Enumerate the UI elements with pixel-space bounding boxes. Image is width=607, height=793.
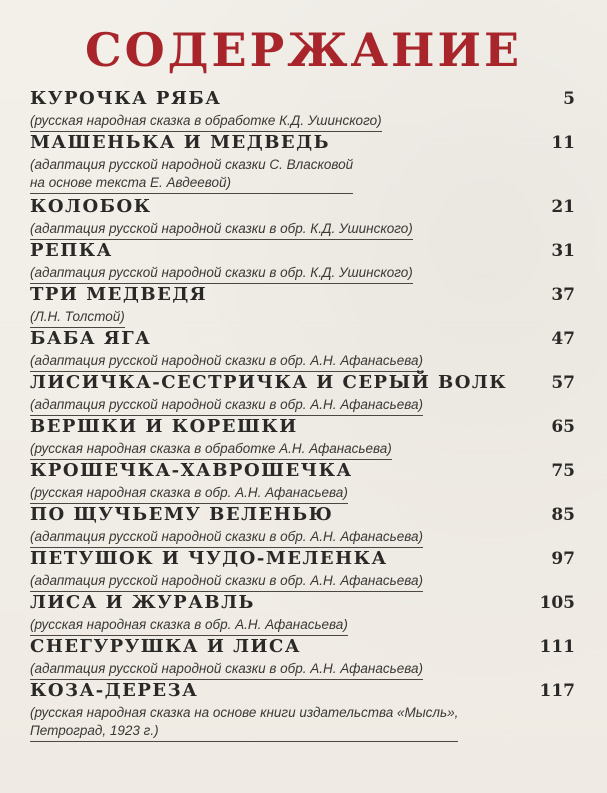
toc-entry-page-number: 97 xyxy=(551,549,575,569)
toc-entry[interactable] xyxy=(30,504,575,548)
toc-entry-subtitle-line: (русская народная сказка в обработке К.Д. Ушинского) xyxy=(30,113,382,128)
toc-entry-title: ПО ЩУЧЬЕМУ ВЕЛЕНЬЮ xyxy=(30,504,334,525)
toc-entry-subtitle-line: (адаптация русской народной сказки в обр. А.Н. Афанасьева) xyxy=(30,529,423,544)
toc-entry-page-number: 21 xyxy=(551,197,575,217)
toc-entry-head xyxy=(30,460,575,484)
toc-entry-title: ПЕТУШОК И ЧУДО-МЕЛЕНКА xyxy=(30,548,388,569)
toc-entry[interactable] xyxy=(30,88,575,132)
toc-entry-head xyxy=(30,416,575,440)
toc-entry-subtitle xyxy=(30,704,458,742)
toc-entry-page-number: 111 xyxy=(539,637,575,657)
toc-entry-subtitle xyxy=(30,112,382,132)
toc-entry[interactable] xyxy=(30,328,575,372)
toc-entry[interactable] xyxy=(30,284,575,328)
toc-entry[interactable] xyxy=(30,372,575,416)
toc-entry[interactable] xyxy=(30,636,575,680)
toc-entry[interactable] xyxy=(30,132,575,194)
toc-entry-title: ВЕРШКИ И КОРЕШКИ xyxy=(30,416,298,437)
toc-entry-subtitle xyxy=(30,308,125,328)
toc-entry-head xyxy=(30,132,575,156)
toc-entry-head xyxy=(30,680,575,704)
toc-entry-title: ТРИ МЕДВЕДЯ xyxy=(30,284,208,305)
page-title: СОДЕРЖАНИЕ xyxy=(84,23,523,77)
toc-entry-subtitle-line: (русская народная сказка в обр. А.Н. Афанасьева) xyxy=(30,485,348,500)
toc-entry-page-number: 31 xyxy=(551,241,575,261)
toc-entry[interactable] xyxy=(30,196,575,240)
toc-entry-subtitle xyxy=(30,660,423,680)
toc-entry-title: КУРОЧКА РЯБА xyxy=(30,88,222,109)
toc-entry-page-number: 37 xyxy=(551,285,575,305)
toc-entry-page-number: 65 xyxy=(551,417,575,437)
toc-entry-subtitle-line: (адаптация русской народной сказки С. Власковой xyxy=(30,157,354,172)
toc-entry-head xyxy=(30,88,575,112)
toc-entry-subtitle-line: (адаптация русской народной сказки в обр. А.Н. Афанасьева) xyxy=(30,661,423,676)
toc-entry-title: БАБА ЯГА xyxy=(30,328,152,349)
toc-entry-head xyxy=(30,196,575,220)
toc-entry-subtitle xyxy=(30,440,392,460)
toc-entry-head xyxy=(30,504,575,528)
toc-entry-page-number: 11 xyxy=(551,133,575,153)
toc-entry-title: КОЛОБОК xyxy=(30,196,152,217)
toc-entry-head xyxy=(30,328,575,352)
toc-entry-head xyxy=(30,548,575,572)
toc-entry-subtitle-line: (русская народная сказка в обработке А.Н. Афанасьева) xyxy=(30,441,392,456)
toc-entry-subtitle-line: (адаптация русской народной сказки в обр. А.Н. Афанасьева) xyxy=(30,573,423,588)
toc-entry-head xyxy=(30,636,575,660)
toc-entry-page-number: 105 xyxy=(539,593,575,613)
toc-entry-subtitle-line: (русская народная сказка в обр. А.Н. Афанасьева) xyxy=(30,617,348,632)
toc-entry-subtitle xyxy=(30,352,423,372)
toc-entry[interactable] xyxy=(30,548,575,592)
toc-entry-page-number: 47 xyxy=(551,329,575,349)
toc-entry-head xyxy=(30,284,575,308)
toc-entry-subtitle xyxy=(30,572,423,592)
toc-entry[interactable] xyxy=(30,592,575,636)
toc-entry-title: ЛИСА И ЖУРАВЛЬ xyxy=(30,592,255,613)
toc-entry-page-number: 57 xyxy=(551,373,575,393)
toc-entry[interactable] xyxy=(30,240,575,284)
toc-entry-page-number: 75 xyxy=(551,461,575,481)
toc-entry-subtitle-line: Петроград, 1923 г.) xyxy=(30,723,159,738)
toc-entry-head xyxy=(30,240,575,264)
toc-entry-title: КРОШЕЧКА-ХАВРОШЕЧКА xyxy=(30,460,353,481)
toc-entry[interactable] xyxy=(30,680,575,742)
toc-entry-title: ЛИСИЧКА-СЕСТРИЧКА И СЕРЫЙ ВОЛК xyxy=(30,372,508,393)
toc-entry[interactable] xyxy=(30,460,575,504)
toc-entry-subtitle-line: (адаптация русской народной сказки в обр. К.Д. Ушинского) xyxy=(30,221,413,236)
toc-entry-page-number: 117 xyxy=(539,681,575,701)
toc-entry-subtitle-line: (Л.Н. Толстой) xyxy=(30,309,125,324)
toc-entry-subtitle xyxy=(30,616,348,636)
toc-entry-subtitle-line: на основе текста Е. Авдеевой) xyxy=(30,175,231,190)
toc-entry-subtitle-line: (адаптация русской народной сказки в обр. К.Д. Ушинского) xyxy=(30,265,413,280)
toc-entry[interactable] xyxy=(30,416,575,460)
toc-entry-subtitle xyxy=(30,156,353,194)
toc-entry-subtitle-line: (русская народная сказка на основе книги издательства «Мысль», xyxy=(30,705,459,720)
toc-entry-subtitle-line: (адаптация русской народной сказки в обр. А.Н. Афанасьева) xyxy=(30,397,423,412)
toc-entry-title: КОЗА-ДЕРЕЗА xyxy=(30,680,199,701)
toc-entry-title: СНЕГУРУШКА И ЛИСА xyxy=(30,636,302,657)
toc-entry-subtitle-line: (адаптация русской народной сказки в обр. А.Н. Афанасьева) xyxy=(30,353,423,368)
toc-entry-subtitle xyxy=(30,396,423,416)
toc-entry-subtitle xyxy=(30,220,413,240)
toc-entry-head xyxy=(30,372,575,396)
toc-entry-subtitle xyxy=(30,264,413,284)
toc-entry-subtitle xyxy=(30,484,348,504)
toc-entry-title: РЕПКА xyxy=(30,240,113,261)
toc-entry-head xyxy=(30,592,575,616)
toc-entry-subtitle xyxy=(30,528,423,548)
toc-entry-page-number: 5 xyxy=(563,89,575,109)
toc-entry-page-number: 85 xyxy=(551,505,575,525)
toc-entry-title: МАШЕНЬКА И МЕДВЕДЬ xyxy=(30,132,331,153)
